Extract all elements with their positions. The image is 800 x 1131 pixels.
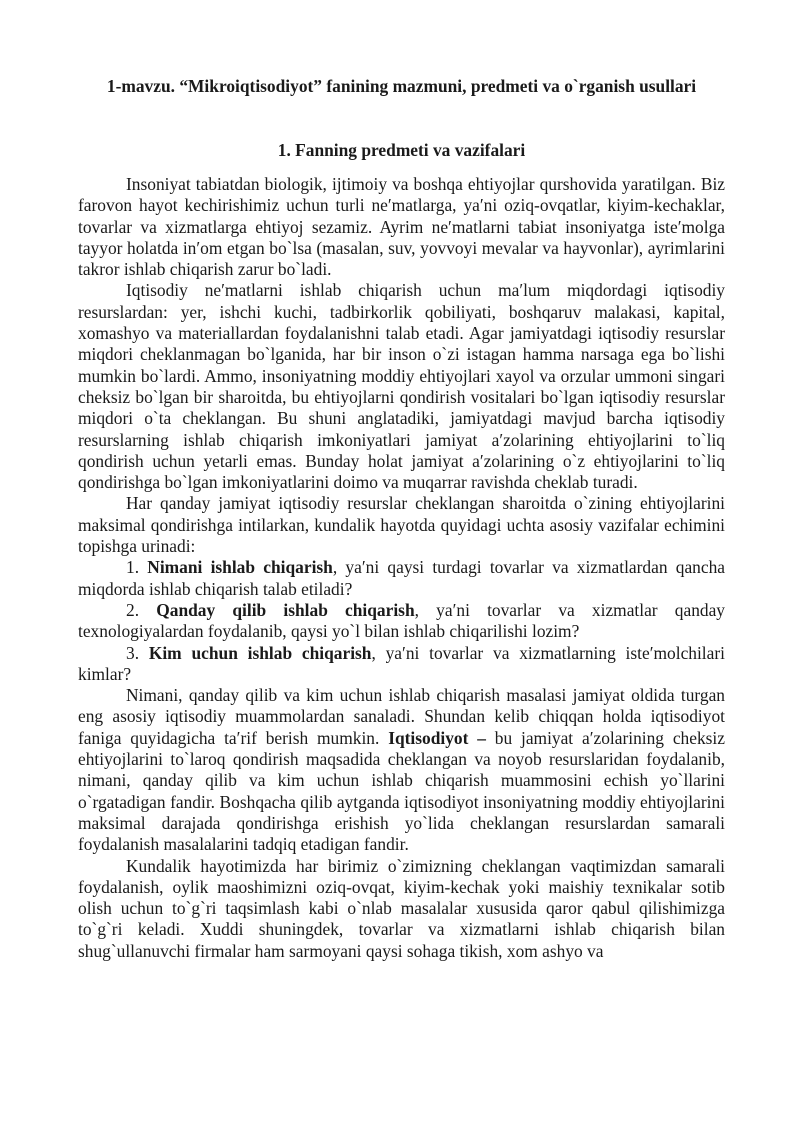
definition-term: Iqtisodiyot –: [388, 727, 486, 748]
paragraph-2: Iqtisodiy ne′matlarni ishlab chiqarish uchun ma′lum miqdordagi iqtisodiy resurslardan: yer, ishchi kuchi, tadbirkorlik qobiliyati, boshqaruv malakasi, kapital, xomashyo va materiallardan foydalanishni talab etadi. Agar jamiyatdagi iqtisodiy resurslar miqdori cheklanmagan bo`lganida, har bir inson o`zi istagan hamma narsaga ega bo`lishi mumkin bo`lardi. Ammo, insoniyatning moddiy ehtiyojlari xayol va orzular ummoni singari cheksiz bo`lgan bir sharoitda, bu ehtiyojlarni qondirish vositalari bo`lgan iqtisodiy resurslar miqdori o`ta cheklangan. Bu shuni anglatadiki, jamiyatdagi mavjud barcha iqtisodiy resurslarning ishlab chiqarish imkoniyatlari jamiyat a′zolarining ehtiyojlarini to`liq qondirish uchun yetarli emas. Bunday holat jamiyat a′zolarining o`z ehtiyojlarini to`liq qondirishga bo`lgan imkoniyatlarini doimo va muqarrar ravishda cheklab turadi.: [78, 280, 725, 493]
paragraph-3: Har qanday jamiyat iqtisodiy resurslar cheklangan sharoitda o`zining ehtiyojlarini maksimal qondirishga intilarkan, kundalik hayotda quyidagi uchta asosiy vazifalar echimini topishga urinadi:: [78, 493, 725, 557]
list-item-2-term: Qanday qilib ishlab chiqarish: [156, 599, 415, 620]
paragraph-4-part-b: bu jamiyat a′zolarining cheksiz ehtiyojlarini to`laroq qondirish maqsadida cheklangan va noyob resurslaridan foydalanib, nimani, qanday qilib va kim uchun ishlab chiqarish muammosini echish yo`llarini o`rgatadigan fandir. Boshqacha qilib aytganda iqtisodiyot insoniyatning moddiy ehtiyojlarini maksimal darajada qondirishga erishish yo`lida cheklangan resurslardan samarali foydalanish masalalarini tadqiq etadigan fandir.: [78, 727, 725, 855]
document-title: 1-mavzu. “Mikroiqtisodiyot” fanining mazmuni, predmeti va o`rganish usullari: [106, 76, 697, 96]
list-item-3-term: Kim uchun ishlab chiqarish: [148, 642, 372, 663]
paragraph-4-part-a: Nimani, qanday qilib va kim uchun ishlab chiqarish masalasi jamiyat oldida turgan eng asosiy iqtisodiy muammolardan sanaladi. Shundan kelib chiqqan holda iqtisodiyot faniga quyidagicha ta′rif berish mumkin.: [78, 685, 725, 748]
list-item-2-number: 2.: [126, 599, 157, 620]
document-page: [78, 76, 725, 962]
list-item-2: [78, 600, 725, 643]
list-item-3-number: 3.: [126, 642, 149, 663]
list-item-1-term: Nimani ishlab chiqarish: [147, 557, 333, 578]
list-item-1-text: , ya′ni qaysi turdagi tovarlar va xizmatlardan qancha miqdorda ishlab chiqarish talab etiladi?: [78, 557, 726, 599]
list-item-1: [78, 557, 725, 600]
section-heading: 1. Fanning predmeti va vazifalari: [277, 140, 526, 160]
paragraph-5: Kundalik hayotimizda har birimiz o`zimizning cheklangan vaqtimizdan samarali foydalanish, oylik maoshimizni oziq-ovqat, kiyim-kechak yoki maishiy texnikalar sotib olish uchun to`g`ri taqsimlash kabi o`nlab masalalar xususida qaror qabul qilishimizga to`g`ri keladi. Xuddi shuningdek, tovarlar va xizmatlarni ishlab chiqarish bilan shug`ullanuvchi firmalar ham sarmoyani qaysi sohaga tikish, xom ashyo va: [78, 855, 725, 961]
list-item-3: [78, 643, 725, 686]
list-item-1-number: 1.: [126, 557, 148, 578]
paragraph-4: [78, 685, 725, 855]
list-item-3-text: , ya′ni tovarlar va xizmatlarning iste′molchilari kimlar?: [78, 642, 725, 684]
paragraph-1: Insoniyat tabiatdan biologik, ijtimoiy va boshqa ehtiyojlar qurshovida yaratilgan. Biz farovon hayot kechirishimiz uchun turli ne′matlarga, ya′ni oziq-ovqatlar, kiyim-kechaklar, tovarlar va xizmatlarga ehtiyoj sezamiz. Ayrim ne′matlarni tabiat insoniyatga iste′molga tayyor holatda in′om etgan bo`lsa (masalan, suv, yovvoyi mevalar va hayvonlar), ayrimlarini takror ishlab chiqarish zarur bo`ladi.: [78, 174, 725, 280]
list-item-2-text: , ya′ni tovarlar va xizmatlar qanday texnologiyalardan foydalanib, qaysi yo`l bilan ishlab chiqarilishi lozim?: [78, 599, 725, 642]
